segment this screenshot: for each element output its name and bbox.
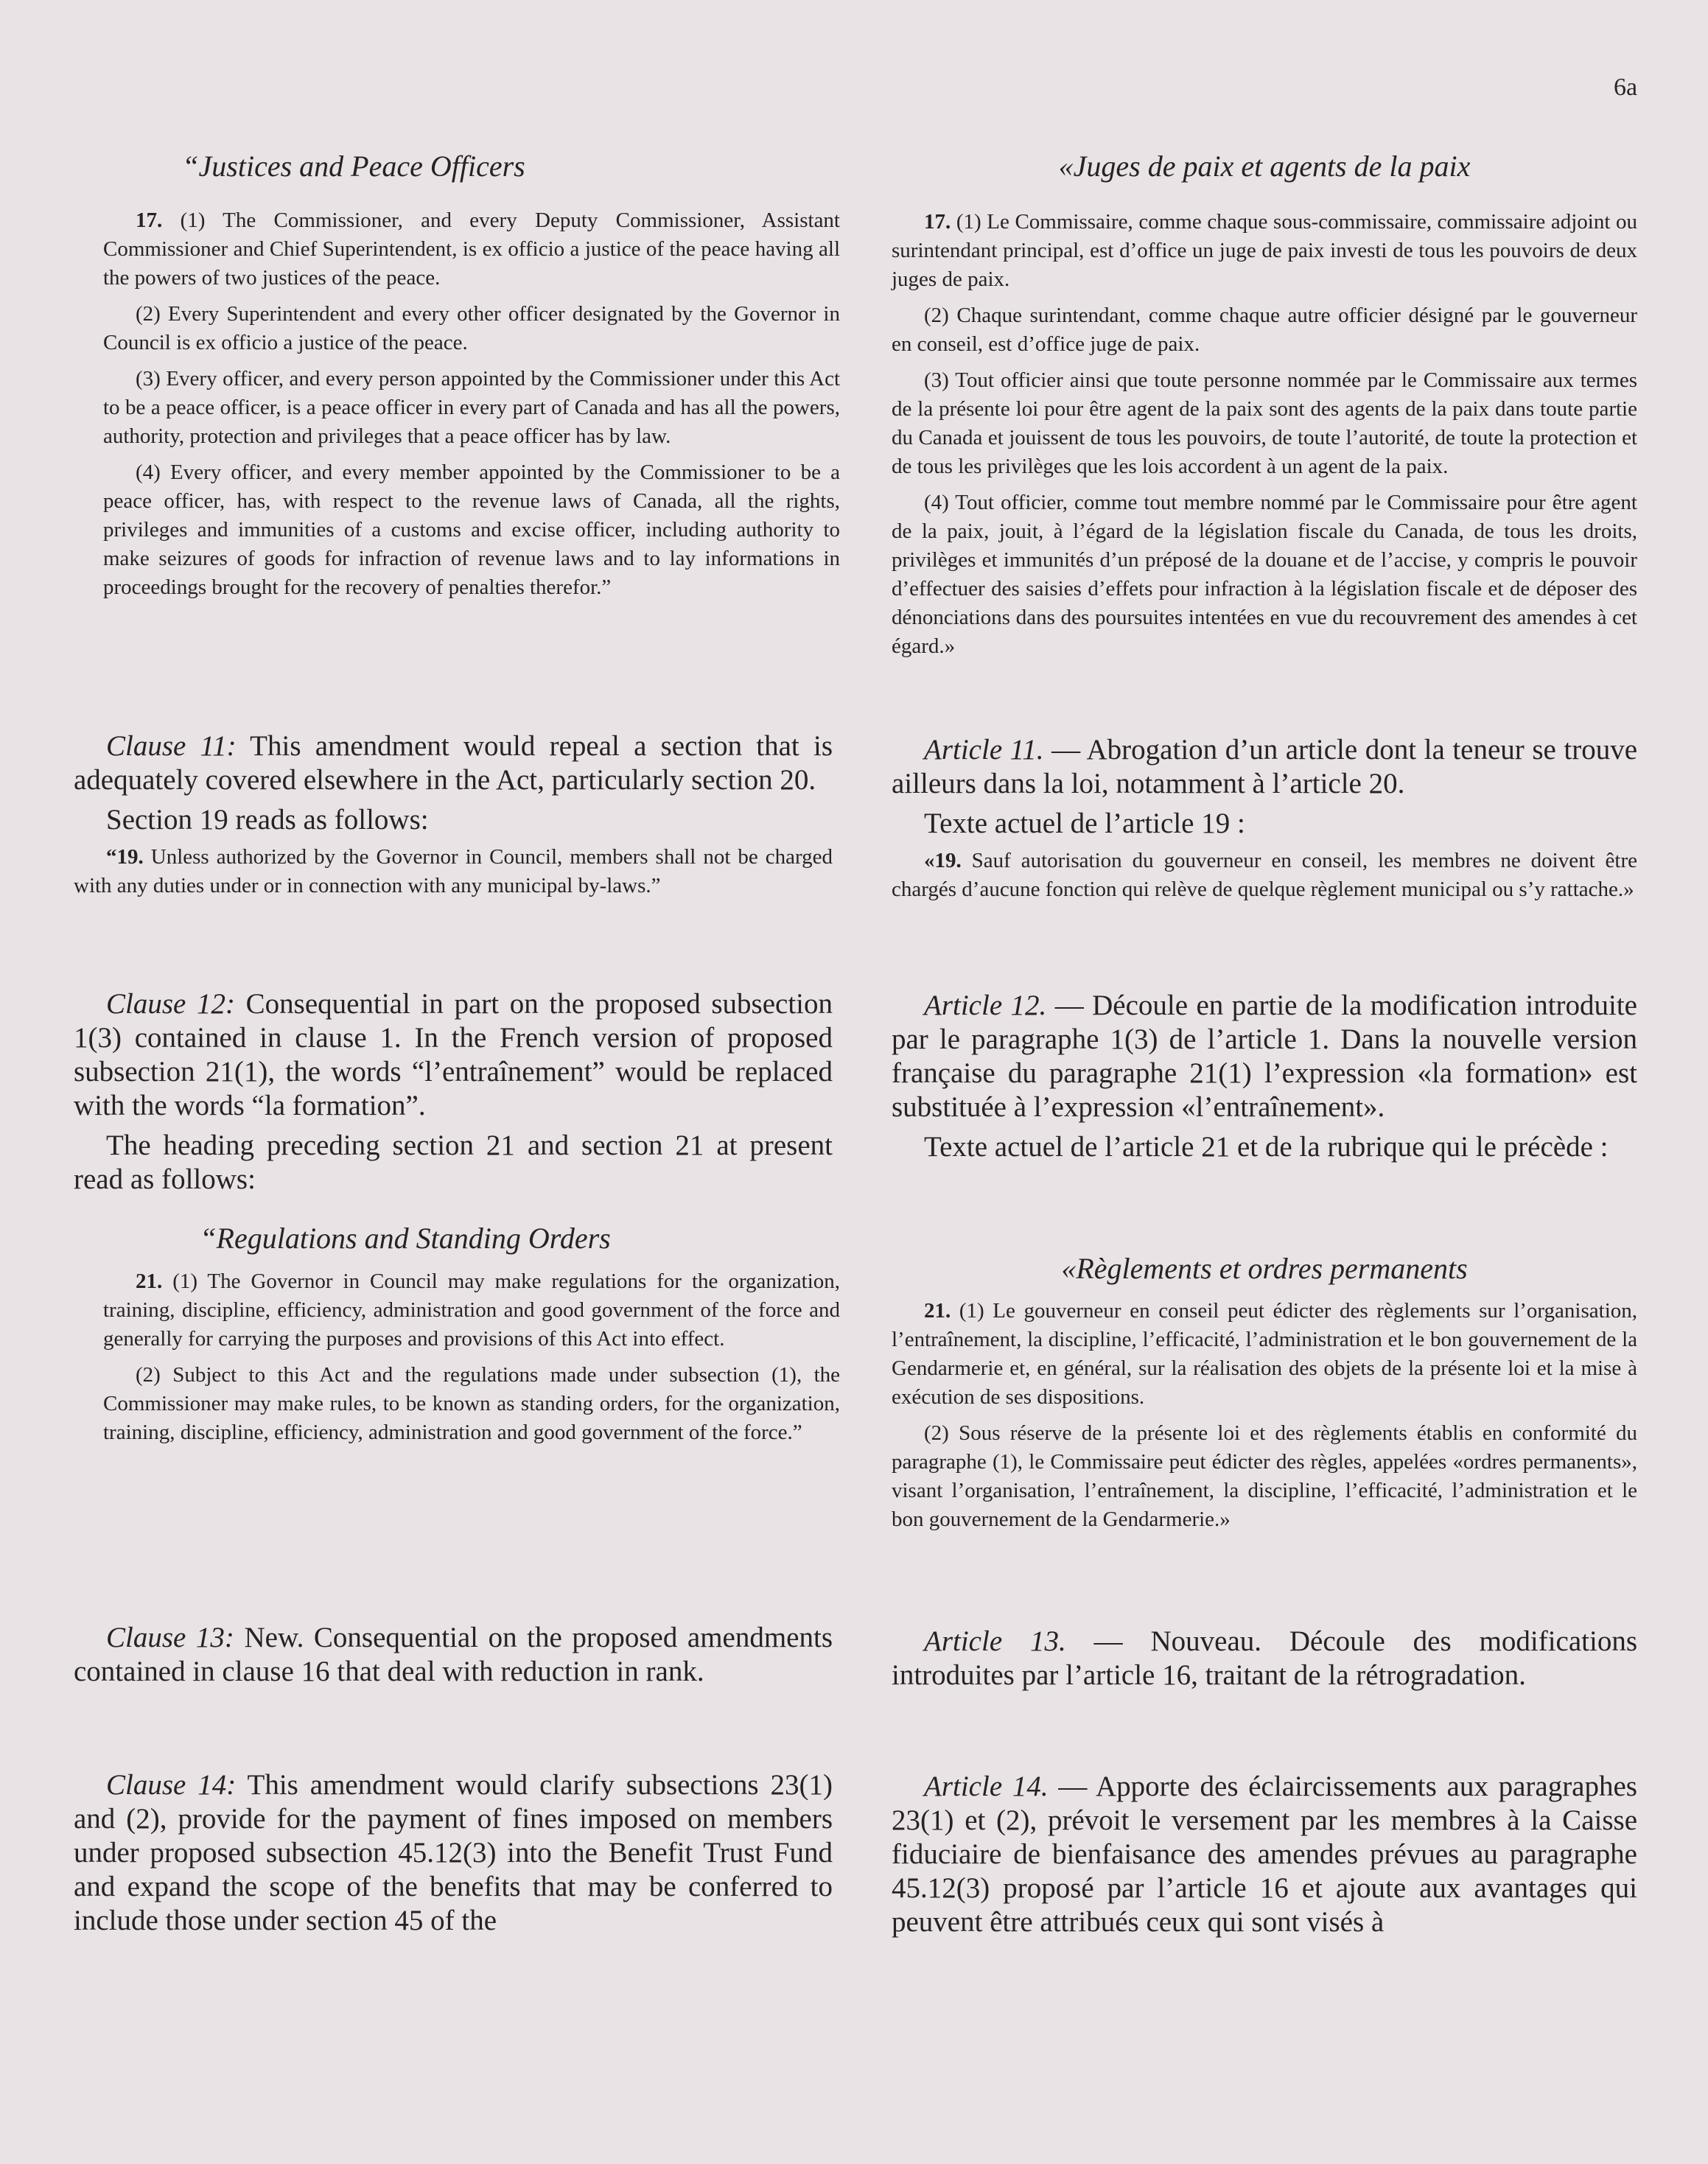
- s21-2-english: (2) Subject to this Act and the regulations made under subsection (1), the Commissioner may make rules, to be known as standing orders, for the organization, training, discipline, efficiency, administration and good government of the force.”: [103, 1363, 840, 1444]
- article-11-tag: Article 11.: [924, 734, 1044, 766]
- s17-3-french: (3) Tout officier ainsi que toute personne nommée par le Commissaire aux termes de la présente loi pour être agent de la paix sont des agents de la paix dans toute partie du Canada et jouissent de tous les pouvoirs, de toute l’autorité, de toute la protection et de tous les privilèges que les lois accordent à un agent de la paix.: [892, 368, 1637, 478]
- clause-13-english: [74, 1621, 833, 1695]
- section-17-english: [103, 206, 840, 609]
- s17-4-french: (4) Tout officier, comme tout membre nommé par le Commissaire pour être agent de la paix, jouit, à l’égard de la législation fiscale du Canada, de tous les droits, privilèges et immunités d’un préposé de la douane et de l’accise, y compris le pouvoir d’effectuer des saisies d’effets pour infraction à la législation fiscale et de déposer des dénonciations dans des poursuites intentées en vue du recouvrement des amendes à cet égard.»: [892, 491, 1637, 658]
- s19-text-french: Sauf autorisation du gouverneur en conseil, les membres ne doivent être chargés d’aucune fonction qui relève de quelque règlement municipal ou s’y rattache.»: [892, 849, 1638, 901]
- clause-13-tag: Clause 13:: [106, 1622, 234, 1653]
- s21-intro-english: The heading preceding section 21 and section 21 at present read as follows:: [74, 1130, 833, 1195]
- s17-2-english: (2) Every Superintendent and every other officer designated by the Governor in Council is ex officio a justice of the peace.: [103, 302, 840, 354]
- s21-1-text: (1) The Governor in Council may make regulations for the organization, training, discipline, efficiency, administration and good government of the force and generally for carrying the purposes and provisions of this Act into effect.: [103, 1270, 841, 1351]
- heading-justices-peace-officers: “Justices and Peace Officers: [182, 150, 525, 183]
- s17-4-english: (4) Every officer, and every member appointed by the Commissioner to be a peace officer, has, with respect to the revenue laws of Canada, all the rights, privileges and immunities of a customs and excise officer, including authority to make seizures of goods for infraction of revenue laws and to lay informations in proceedings brought for the recovery of penalties therefor.”: [103, 461, 840, 599]
- s17-1-english: [103, 206, 840, 293]
- article-14-text: — Apporte des éclaircissements aux paragraphes 23(1) et (2), prévoit le versement par les membres à la Caisse fiduciaire de bienfaisance des amendes prévues au paragraphe 45.12(3) proposé par l’article 16 et ajoute aux avantages qui peuvent être attribués ceux qui sont visés à: [892, 1771, 1637, 1938]
- section-17-french: [892, 208, 1637, 668]
- clause-12-english: [74, 987, 833, 1202]
- page-number: 6a: [1614, 74, 1638, 101]
- section-number: «19.: [924, 849, 962, 872]
- section-21-french: [892, 1297, 1637, 1541]
- article-12-text: — Découle en partie de la modification introduite par le paragraphe 1(3) de l’article 1. Dans la nouvelle version française du paragraphe 21(1) l’expression «la formation» est substituée à l’expression «l’entraînement».: [892, 990, 1637, 1123]
- s19-intro-french: Texte actuel de l’article 19 :: [924, 808, 1245, 839]
- clause-11-english: [74, 729, 833, 908]
- article-13-french: [892, 1625, 1637, 1698]
- clause-13-text: New. Consequential on the proposed amendments contained in clause 16 that deal with reduction in rank.: [74, 1622, 833, 1687]
- heading-regulations-standing-orders: “Regulations and Standing Orders: [200, 1222, 611, 1255]
- article-11-french: [892, 733, 1637, 911]
- article-12-french: [892, 989, 1637, 1170]
- clause-12-text: Consequential in part on the proposed subsection 1(3) contained in clause 1. In the French version of proposed subsection 21(1), the words “l’entraînement” would be replaced with the words “la formation”.: [74, 988, 833, 1121]
- article-11-text: — Abrogation d’un article dont la teneur se trouve ailleurs dans la loi, notamment à l’article 20.: [892, 734, 1638, 799]
- article-14-tag: Article 14.: [924, 1771, 1049, 1802]
- heading-juges-de-paix: «Juges de paix et agents de la paix: [1058, 150, 1471, 183]
- article-14-french: [892, 1770, 1637, 1945]
- clause-11-tag: Clause 11:: [106, 730, 237, 762]
- s17-2-french: (2) Chaque surintendant, comme chaque autre officier désigné par le gouverneur en conseil, est d’office juge de paix.: [892, 304, 1637, 356]
- s19-intro-english: Section 19 reads as follows:: [106, 804, 429, 836]
- s19-text-english: Unless authorized by the Governor in Council, members shall not be charged with any duties under or in connection with any municipal by-laws.”: [74, 845, 833, 897]
- clause-14-text: This amendment would clarify subsections 23(1) and (2), provide for the payment of fines imposed on members under proposed subsection 45.12(3) into the Benefit Trust Fund and expand the scope of the benefits that may be conferred to include those under section 45 of the: [74, 1769, 833, 1936]
- section-number: 17.: [136, 209, 163, 232]
- clause-14-english: [74, 1768, 833, 1944]
- s17-3-english: (3) Every officer, and every person appointed by the Commissioner under this Act to be a peace officer, is a peace officer in every part of Canada and has all the powers, authority, protection and privileges that a peace officer has by law.: [103, 367, 840, 448]
- heading-reglements-ordres: «Règlements et ordres permanents: [1061, 1252, 1468, 1285]
- s21-intro-french: Texte actuel de l’article 21 et de la rubrique qui le précède :: [924, 1131, 1609, 1163]
- s21-2-french: (2) Sous réserve de la présente loi et des règlements établis en conformité du paragraphe (1), le Commissaire peut édicter des règles, appelées «ordres permanents», visant l’organisation, l’entraînement, la discipline, l’efficacité, l’administration et le bon gouvernement de la Gendarmerie.»: [892, 1421, 1637, 1531]
- article-13-text: — Nouveau. Découle des modifications introduites par l’article 16, traitant de la rétrogradation.: [892, 1625, 1637, 1691]
- section-21-english: [103, 1267, 840, 1454]
- clause-14-tag: Clause 14:: [106, 1769, 237, 1801]
- article-13-tag: Article 13.: [924, 1625, 1066, 1657]
- clause-12-tag: Clause 12:: [106, 988, 235, 1020]
- article-12-tag: Article 12.: [924, 990, 1047, 1021]
- section-number: “19.: [106, 845, 144, 869]
- s17-1-text-fr: (1) Le Commissaire, comme chaque sous-commissaire, commissaire adjoint ou surintendant principal, est d’office un juge de paix investi de tous les pouvoirs de deux juges de paix.: [892, 210, 1637, 291]
- clause-11-text: This amendment would repeal a section that is adequately covered elsewhere in the Act, particularly section 20.: [74, 730, 833, 796]
- s17-1-text: (1) The Commissioner, and every Deputy Commissioner, Assistant Commissioner and Chief Superintendent, is ex officio a justice of the peace having all the powers of two justices of the peace.: [103, 209, 840, 290]
- section-number: 21.: [924, 1299, 951, 1323]
- s21-1-text-fr: (1) Le gouverneur en conseil peut édicter des règlements sur l’organisation, l’entraînement, la discipline, l’efficacité, l’administration et le bon gouvernement de la Gendarmerie et, en général, sur la réalisation des objets de la présente loi et la mise à exécution de ses dispositions.: [892, 1299, 1637, 1409]
- section-number: 17.: [924, 210, 951, 234]
- section-number: 21.: [136, 1270, 163, 1293]
